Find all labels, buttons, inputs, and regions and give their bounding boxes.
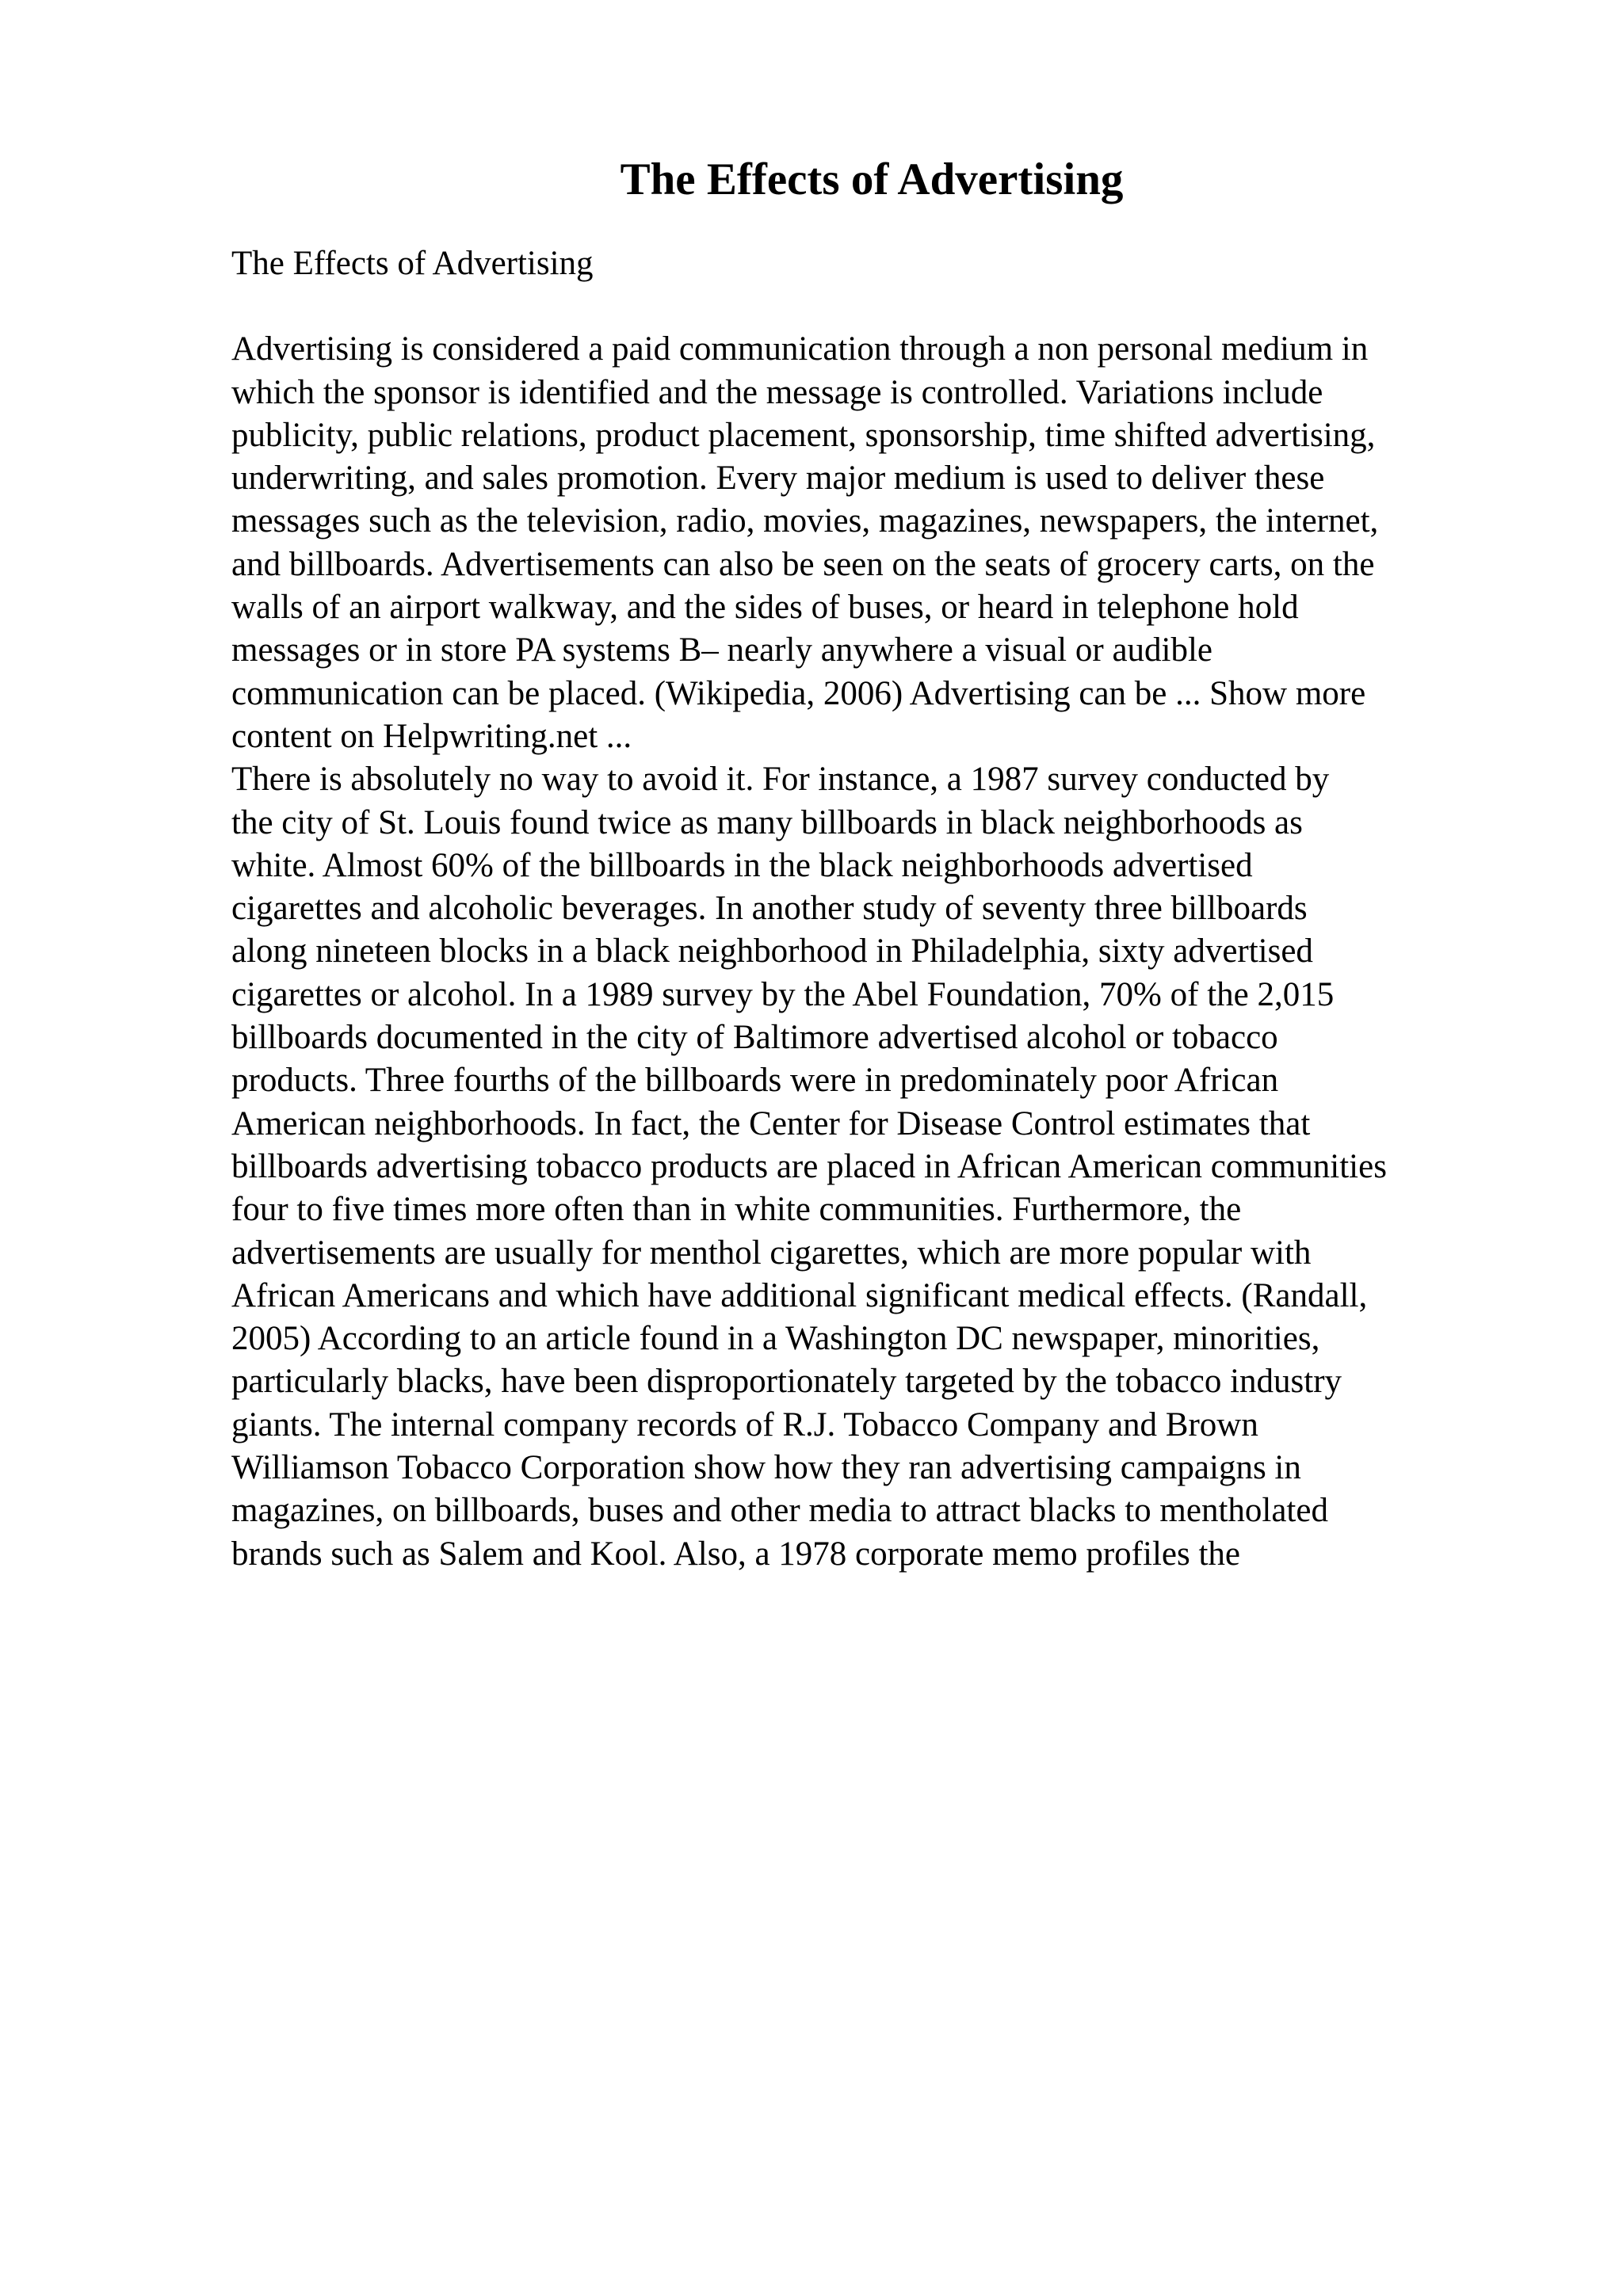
- paragraph-1: [231, 328, 1515, 758]
- text-line: brands such as Salem and Kool. Also, a 1978 corporate memo profiles the: [231, 1535, 1240, 1573]
- text-line: There is absolutely no way to avoid it. For instance, a 1987 survey conducted by: [231, 761, 1330, 799]
- text-line: giants. The internal company records of R.J. Tobacco Company and Brown: [231, 1405, 1258, 1444]
- text-line: cigarettes or alcohol. In a 1989 survey by the Abel Foundation, 70% of the 2,015: [231, 975, 1335, 1013]
- text-line: along nineteen blocks in a black neighborhood in Philadelphia, sixty advertised: [231, 933, 1313, 971]
- text-line: Advertising is considered a paid communication through a non personal medium in: [231, 330, 1369, 368]
- page-title: The Effects of Advertising: [620, 154, 1124, 204]
- text-line: messages or in store PA systems B– nearly anywhere a visual or audible: [231, 631, 1213, 669]
- text-line: the city of St. Louis found twice as many billboards in black neighborhoods as: [231, 803, 1303, 841]
- text-line: underwriting, and sales promotion. Every major medium is used to deliver these: [231, 460, 1325, 498]
- text-line: advertisements are usually for menthol cigarettes, which are more popular with: [231, 1234, 1312, 1272]
- text-line: four to five times more often than in white communities. Furthermore, the: [231, 1191, 1242, 1229]
- text-line: 2005) According to an article found in a Washington DC newspaper, minorities,: [231, 1320, 1320, 1358]
- text-line: messages such as the television, radio, movies, magazines, newspapers, the internet,: [231, 502, 1379, 540]
- text-line: cigarettes and alcoholic beverages. In another study of seventy three billboards: [231, 890, 1308, 928]
- text-line: walls of an airport walkway, and the sides of buses, or heard in telephone hold: [231, 589, 1299, 627]
- document-body: [231, 242, 1515, 1576]
- text-line: which the sponsor is identified and the message is controlled. Variations include: [231, 373, 1323, 411]
- text-line: communication can be placed. (Wikipedia, 2006) Advertising can be ... Show more: [231, 674, 1366, 712]
- paragraph-2: [231, 758, 1515, 1576]
- text-line: content on Helpwriting.net ...: [231, 717, 632, 755]
- document-subtitle: The Effects of Advertising: [231, 245, 594, 282]
- text-line: particularly blacks, have been disproportionately targeted by the tobacco industry: [231, 1363, 1342, 1401]
- text-line: white. Almost 60% of the billboards in the black neighborhoods advertised: [231, 846, 1253, 884]
- text-line: Williamson Tobacco Corporation show how they ran advertising campaigns in: [231, 1449, 1301, 1487]
- text-line: billboards documented in the city of Baltimore advertised alcohol or tobacco: [231, 1019, 1278, 1057]
- text-line: products. Three fourths of the billboards were in predominately poor African: [231, 1062, 1279, 1100]
- text-line: billboards advertising tobacco products are placed in African American communities: [231, 1147, 1387, 1185]
- text-line: African Americans and which have additional significant medical effects. (Randall,: [231, 1276, 1368, 1314]
- text-line: and billboards. Advertisements can also be seen on the seats of grocery carts, on the: [231, 545, 1375, 583]
- text-line: American neighborhoods. In fact, the Center for Disease Control estimates that: [231, 1104, 1311, 1142]
- text-line: publicity, public relations, product placement, sponsorship, time shifted advertising,: [231, 416, 1376, 454]
- text-line: magazines, on billboards, buses and other media to attract blacks to mentholated: [231, 1492, 1328, 1530]
